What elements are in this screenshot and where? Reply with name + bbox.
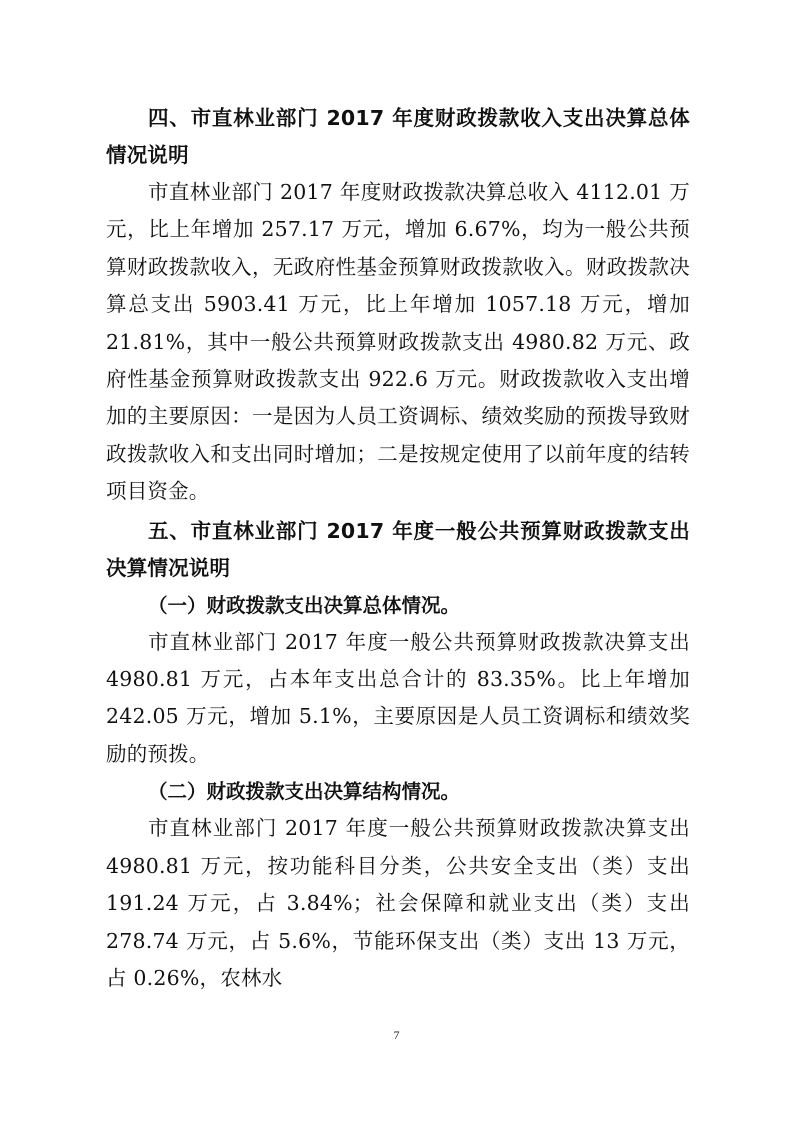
page-number: 7 [393, 1028, 400, 1042]
section-four-paragraph: 市直林业部门 2017 年度财政拨款决算总收入 4112.01 万元，比上年增加 257.17 万元，增加 6.67%，均为一般公共预算财政拨款收入，无政府性基金预算财政拨款收入。财政拨款决算总支出 5903.41 万元，比上年增加 1057.18 万元，增加 21.81%，其中一般公共预算财政拨款支出 4980.82 万元、政府性基金预算财政拨款支出 922.6 万元。财政拨款收入支出增加的主要原因：一是因为人员工资调标、绩效奖励的预拨导致财政拨款收入和支出同时增加；二是按规定使用了以前年度的结转项目资金。 [106, 180, 690, 504]
subsection-one-paragraph: 市直林业部门 2017 年度一般公共预算财政拨款决算支出 4980.81 万元，占本年支出总合计的 83.35%。比上年增加 242.05 万元，增加 5.1%，主要原因是人员工资调标和绩效奖励的预拨。 [106, 629, 690, 766]
page-content [106, 100, 690, 997]
section-five-heading: 五、市直林业部门 2017 年度一般公共预算财政拨款支出决算情况说明 [106, 518, 690, 580]
subsection-one-title: （一）财政拨款支出决算总体情况。 [148, 593, 461, 617]
subsection-two-title: （二）财政拨款支出决算结构情况。 [148, 780, 461, 804]
subsection-two-paragraph: 市直林业部门 2017 年度一般公共预算财政拨款决算支出 4980.81 万元，按功能科目分类，公共安全支出（类）支出 191.24 万元，占 3.84%；社会保障和就业支出（类）支出 278.74 万元，占 5.6%，节能环保支出（类）支出 13 万元，占 0.26%，农林水 [106, 816, 690, 990]
section-four-heading: 四、市直林业部门 2017 年度财政拨款收入支出决算总体情况说明 [106, 106, 690, 167]
